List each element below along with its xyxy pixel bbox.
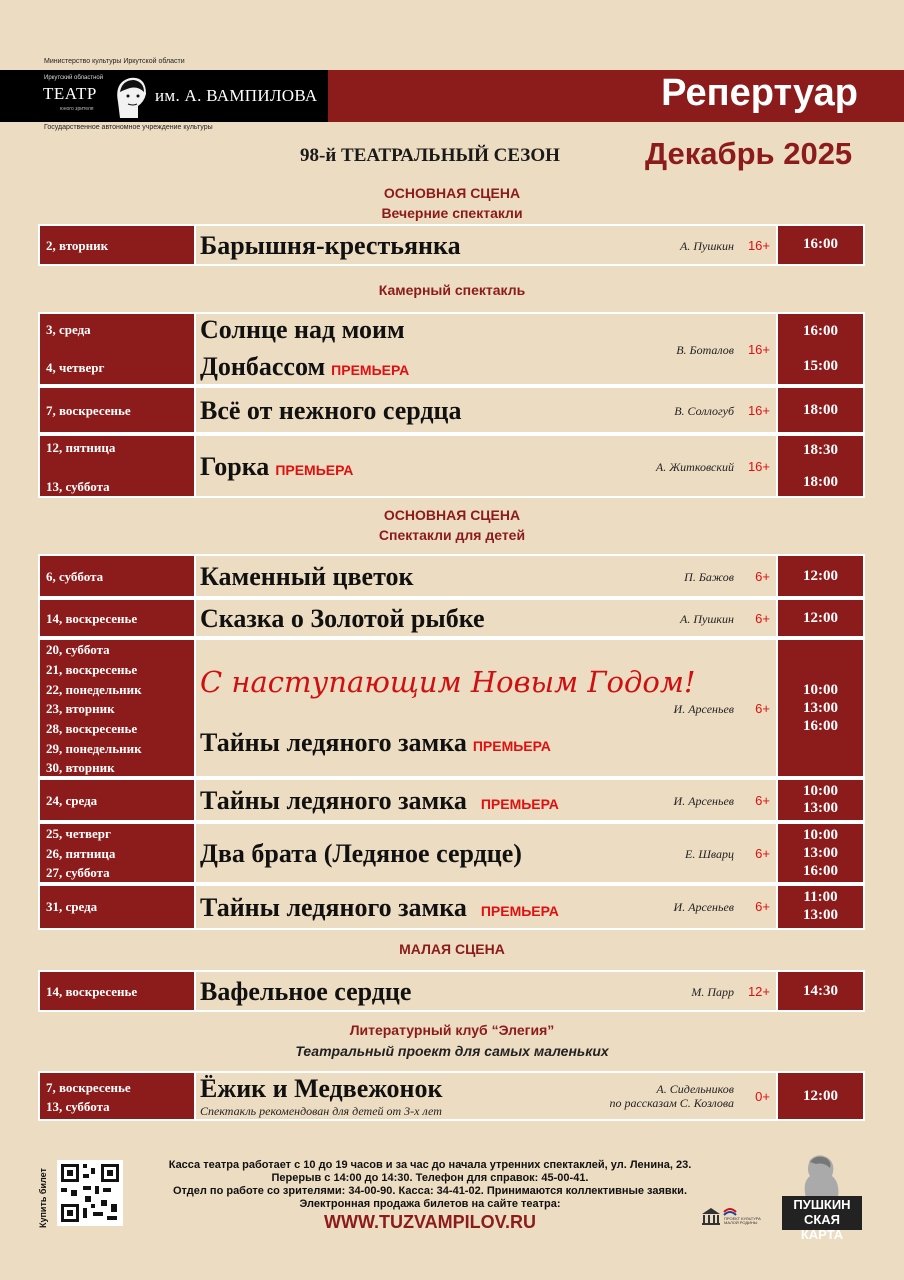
play-cell bbox=[196, 436, 776, 496]
date-cell bbox=[40, 780, 194, 820]
date-line: 21, воскресенье bbox=[46, 662, 138, 677]
date-cell bbox=[40, 1073, 194, 1119]
play-author: И. Арсеньев bbox=[673, 900, 734, 914]
date-line: 20, суббота bbox=[46, 642, 110, 657]
time-cell bbox=[778, 824, 863, 882]
date-line: 14, воскресенье bbox=[46, 611, 138, 626]
play-title: Два брата (Ледяное сердце) bbox=[200, 839, 522, 868]
season-label: 98-й ТЕАТРАЛЬНЫЙ СЕЗОН bbox=[300, 145, 560, 166]
date-line: 12, пятница bbox=[46, 440, 116, 455]
date-line: 13, суббота bbox=[46, 1099, 110, 1114]
show-time: 12:00 bbox=[803, 568, 838, 584]
play-title: Тайны ледяного замка bbox=[200, 786, 467, 815]
play-author-source: по рассказам С. Козлова bbox=[609, 1096, 734, 1110]
age-rating: 6+ bbox=[755, 611, 770, 626]
online-sales-note: Электронная продажа билетов на сайте театра: bbox=[299, 1198, 561, 1210]
premiere-badge: ПРЕМЬЕРА bbox=[275, 462, 354, 478]
date-line: 25, четверг bbox=[46, 826, 111, 841]
time-cell bbox=[778, 640, 863, 776]
play-cell bbox=[196, 556, 776, 596]
show-time: 16:00 bbox=[803, 236, 838, 252]
date-line: 31, среда bbox=[46, 899, 98, 914]
age-rating: 16+ bbox=[747, 459, 770, 474]
schedule-row bbox=[38, 638, 865, 778]
schedule-row bbox=[38, 778, 865, 822]
date-cell bbox=[40, 600, 194, 636]
section-chamber: Камерный спектакль bbox=[378, 282, 526, 298]
institution-label: Государственное автономное учреждение культуры bbox=[44, 124, 213, 131]
play-author: А. Пушкин bbox=[680, 612, 734, 626]
new-year-greeting: С наступающим Новым Годом! bbox=[200, 665, 696, 699]
time-cell bbox=[778, 556, 863, 596]
premiere-badge: ПРЕМЬЕРА bbox=[331, 362, 410, 378]
show-time: 18:00 bbox=[803, 474, 838, 490]
svg-text:Купить билет: Купить билет bbox=[38, 1168, 48, 1228]
date-line: 13, суббота bbox=[46, 479, 110, 494]
date-cell bbox=[40, 436, 194, 496]
show-time: 10:00 bbox=[803, 682, 838, 698]
logo-small-text: Иркутский областной bbox=[44, 75, 104, 81]
culture-project-logo bbox=[700, 1204, 770, 1230]
schedule-row bbox=[38, 598, 865, 638]
show-time: 12:00 bbox=[803, 1088, 838, 1104]
date-cell bbox=[40, 886, 194, 928]
date-line: 3, среда bbox=[46, 322, 91, 337]
play-cell bbox=[196, 886, 776, 928]
play-author: В. Соллогуб bbox=[674, 404, 734, 418]
show-time: 14:30 bbox=[803, 983, 838, 999]
box-office-hours: Касса театра работает с 10 до 19 часов и за час до начала утренних спектаклей, ул. Ленина, 23. bbox=[168, 1159, 692, 1171]
date-line: 6, суббота bbox=[46, 569, 104, 584]
date-cell bbox=[40, 556, 194, 596]
section-main-stage: ОСНОВНАЯ СЦЕНА bbox=[383, 185, 521, 201]
play-title: Вафельное сердце bbox=[200, 977, 412, 1006]
schedule-row bbox=[38, 970, 865, 1012]
play-author: М. Парр bbox=[691, 985, 734, 999]
date-cell bbox=[40, 972, 194, 1010]
age-rating: 6+ bbox=[755, 793, 770, 808]
date-cell bbox=[40, 388, 194, 432]
play-author: И. Арсеньев bbox=[673, 794, 734, 808]
age-recommendation-note: Спектакль рекомендован для детей от 3-х лет bbox=[200, 1104, 442, 1118]
ministry-label: Министерство культуры Иркутской области bbox=[44, 58, 185, 65]
play-title: Барышня-крестьянка bbox=[200, 231, 461, 260]
date-line: 7, воскресенье bbox=[46, 403, 131, 418]
show-time: 10:00 bbox=[803, 827, 838, 843]
show-time: 13:00 bbox=[803, 907, 838, 923]
section-children: Спектакли для детей bbox=[378, 527, 526, 543]
age-rating: 6+ bbox=[755, 899, 770, 914]
play-author: А. Сидельников bbox=[656, 1082, 734, 1096]
show-time: 18:00 bbox=[803, 402, 838, 418]
show-time: 16:00 bbox=[803, 863, 838, 879]
portrait-icon bbox=[108, 72, 152, 120]
date-line: 30, вторник bbox=[46, 760, 115, 775]
play-cell bbox=[196, 226, 776, 264]
premiere-badge: ПРЕМЬЕРА bbox=[472, 738, 551, 754]
play-author: А. Житковский bbox=[655, 460, 734, 474]
play-cell bbox=[196, 972, 776, 1010]
schedule-row bbox=[38, 1071, 865, 1121]
play-title: Сказка о Золотой рыбке bbox=[200, 604, 485, 633]
date-line: 4, четверг bbox=[46, 360, 105, 375]
play-author: П. Бажов bbox=[684, 570, 734, 584]
show-time: 13:00 bbox=[803, 700, 838, 716]
qr-code[interactable] bbox=[57, 1160, 123, 1226]
play-title: Тайны ледяного замка bbox=[200, 728, 467, 757]
play-title: Ёжик и Медвежонок bbox=[200, 1074, 443, 1103]
date-cell bbox=[40, 640, 194, 776]
date-line: 29, понедельник bbox=[46, 741, 142, 756]
schedule-row bbox=[38, 822, 865, 884]
play-title: Горка bbox=[200, 452, 270, 481]
play-author: И. Арсеньев bbox=[673, 702, 734, 716]
time-cell bbox=[778, 1073, 863, 1119]
date-line: 27, суббота bbox=[46, 865, 110, 880]
time-cell bbox=[778, 600, 863, 636]
date-line: 23, вторник bbox=[46, 701, 115, 716]
section-main-stage-2: ОСНОВНАЯ СЦЕНА bbox=[383, 507, 521, 523]
age-rating: 0+ bbox=[755, 1089, 770, 1104]
time-cell bbox=[778, 388, 863, 432]
page-title: Репертуар bbox=[661, 72, 858, 114]
section-evening: Вечерние спектакли bbox=[381, 205, 523, 221]
show-time: 18:30 bbox=[803, 442, 838, 458]
play-author: Е. Шварц bbox=[685, 847, 734, 861]
time-cell bbox=[778, 972, 863, 1010]
premiere-badge: ПРЕМЬЕРА bbox=[480, 903, 559, 919]
play-cell bbox=[196, 640, 776, 776]
theatre-logo bbox=[0, 70, 328, 122]
premiere-badge: ПРЕМЬЕРА bbox=[480, 796, 559, 812]
age-rating: 16+ bbox=[747, 342, 770, 357]
schedule-row bbox=[38, 224, 865, 266]
age-rating: 12+ bbox=[747, 984, 770, 999]
date-cell bbox=[40, 824, 194, 882]
play-cell bbox=[196, 600, 776, 636]
logo-theatre-text: ТЕАТР bbox=[43, 84, 97, 103]
schedule-row bbox=[38, 434, 865, 498]
show-time: 15:00 bbox=[803, 358, 838, 374]
website-link[interactable]: WWW.TUZVAMPILOV.RU bbox=[324, 1212, 536, 1232]
logo-name-text: им. А. ВАМПИЛОВА bbox=[155, 86, 318, 105]
play-cell bbox=[196, 780, 776, 820]
schedule-row bbox=[38, 312, 865, 386]
play-title: Солнце над моим bbox=[200, 315, 405, 344]
age-rating: 6+ bbox=[755, 701, 770, 716]
schedule-row bbox=[38, 386, 865, 434]
show-time: 13:00 bbox=[803, 845, 838, 861]
audience-department: Отдел по работе со зрителями: 34-00-90. Касса: 34-41-02. Принимаются коллективные заявки. bbox=[172, 1185, 688, 1197]
show-time: 11:00 bbox=[803, 889, 838, 905]
show-time: 12:00 bbox=[803, 610, 838, 626]
age-rating: 16+ bbox=[747, 238, 770, 253]
section-lit-club: Литературный клуб “Элегия” bbox=[349, 1022, 555, 1038]
age-rating: 6+ bbox=[755, 569, 770, 584]
date-cell bbox=[40, 314, 194, 384]
age-rating: 16+ bbox=[747, 403, 770, 418]
play-cell bbox=[196, 824, 776, 882]
schedule-row bbox=[38, 554, 865, 598]
date-line: 24, среда bbox=[46, 793, 98, 808]
play-author: А. Пушкин bbox=[680, 239, 734, 253]
pushkin-bust-icon bbox=[780, 1152, 864, 1200]
show-time: 16:00 bbox=[803, 718, 838, 734]
time-cell bbox=[778, 314, 863, 384]
buy-ticket-label bbox=[36, 1160, 50, 1230]
qr-code-icon bbox=[57, 1160, 123, 1226]
date-line: 2, вторник bbox=[46, 238, 109, 253]
culture-project-label: ПРОЕКТ КУЛЬТУРА МАЛОЙ РОДИНЫ bbox=[724, 1216, 761, 1225]
show-time: 16:00 bbox=[803, 323, 838, 339]
time-cell bbox=[778, 226, 863, 264]
month-label: Декабрь 2025 bbox=[645, 136, 853, 171]
play-author: В. Боталов bbox=[676, 343, 734, 357]
age-rating: 6+ bbox=[755, 846, 770, 861]
play-cell bbox=[196, 1073, 776, 1119]
date-line: 26, пятница bbox=[46, 846, 116, 861]
play-title: Всё от нежного сердца bbox=[200, 396, 462, 425]
date-line: 28, воскресенье bbox=[46, 721, 138, 736]
section-small-stage: МАЛАЯ СЦЕНА bbox=[399, 941, 505, 957]
time-cell bbox=[778, 780, 863, 820]
date-cell bbox=[40, 226, 194, 264]
date-line: 14, воскресенье bbox=[46, 984, 138, 999]
date-line: 7, воскресенье bbox=[46, 1080, 131, 1095]
play-title: Тайны ледяного замка bbox=[200, 893, 467, 922]
pushkin-card-plate bbox=[782, 1196, 862, 1242]
play-title: Донбассом bbox=[200, 352, 326, 381]
time-cell bbox=[778, 436, 863, 496]
show-time: 10:00 bbox=[803, 783, 838, 799]
time-cell bbox=[778, 886, 863, 928]
show-time: 13:00 bbox=[803, 800, 838, 816]
pushkin-card-logo bbox=[780, 1152, 864, 1242]
play-cell bbox=[196, 314, 776, 384]
logo-sub-text: юного зрителя bbox=[60, 106, 94, 112]
section-theatre-project: Театральный проект для самых маленьких bbox=[295, 1043, 609, 1059]
box-office-break: Перерыв с 14:00 до 14:30. Телефон для справок: 45-00-41. bbox=[271, 1172, 589, 1184]
play-title: Каменный цветок bbox=[200, 562, 414, 591]
play-cell bbox=[196, 388, 776, 432]
date-line: 22, понедельник bbox=[46, 682, 142, 697]
schedule-row bbox=[38, 884, 865, 930]
pushkin-card-label: ПУШКИН СКАЯ КАРТА bbox=[793, 1197, 851, 1242]
